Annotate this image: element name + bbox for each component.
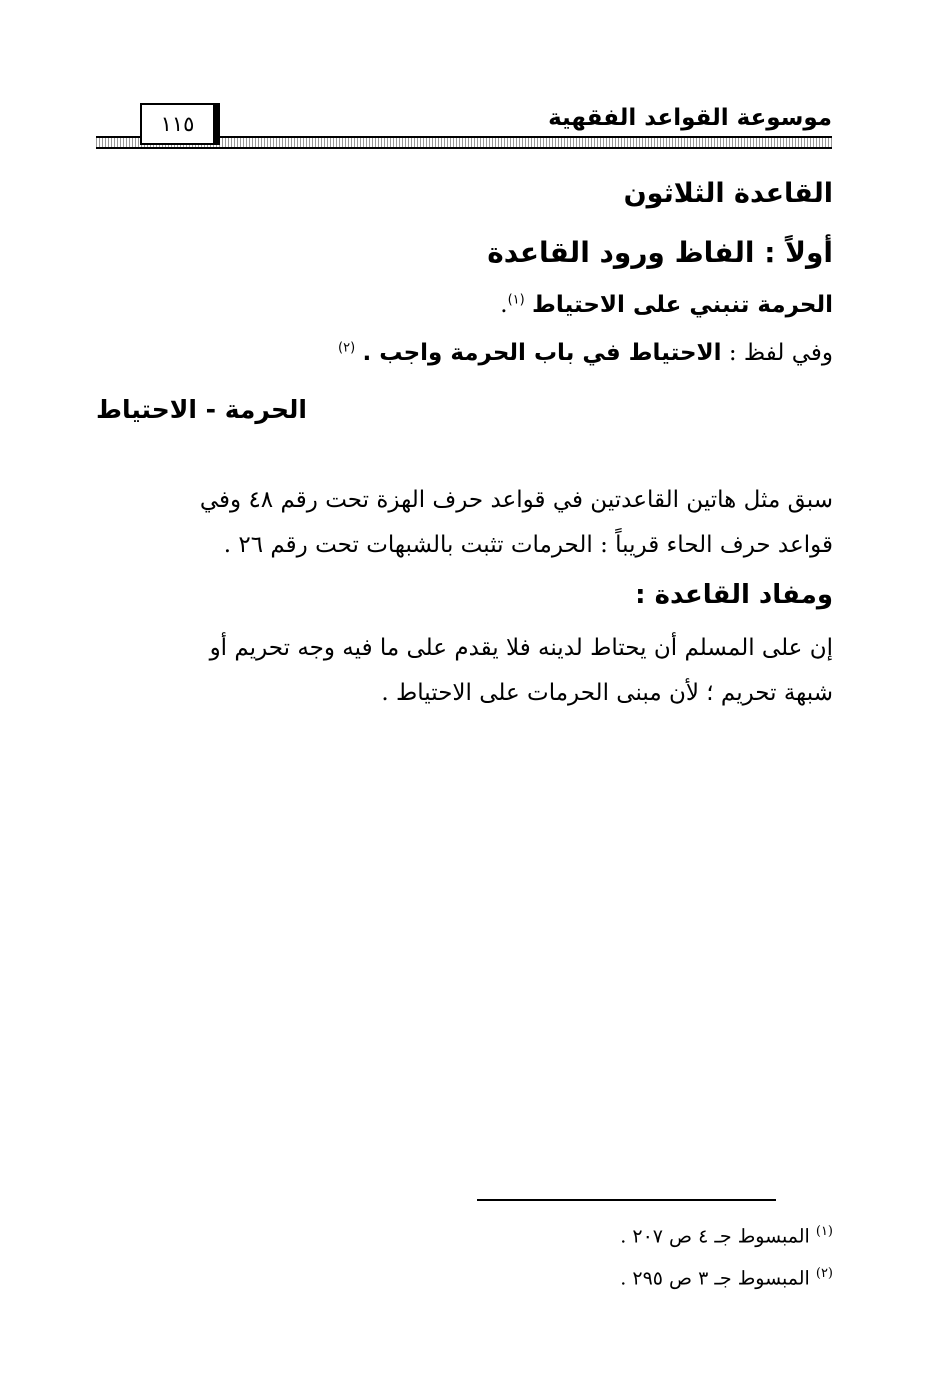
explanation-paragraph: [96, 478, 833, 568]
meaning-line-1: إن على المسلم أن يحتاط لدينه فلا يقدم على ما فيه وجه تحريم أو: [209, 635, 833, 661]
rule-title: القاعدة الثلاثون: [623, 178, 833, 209]
footnote-1-marker: (١): [815, 1224, 833, 1239]
running-title: موسوعة القواعد الفقهية: [548, 105, 832, 131]
explanation-line-2: قواعد حرف الحاء قريباً : الحرمات تثبت بالشبهات تحت رقم ٢٦ .: [223, 532, 833, 558]
footnote-2-text: المبسوط جـ ٣ ص ٢٩٥ .: [620, 1267, 810, 1290]
footnote-2-marker: (٢): [815, 1266, 833, 1281]
page-number: ١١٥: [140, 103, 220, 145]
meaning-line-2: شبهة تحريم ؛ لأن مبنى الحرمات على الاحتياط .: [381, 680, 833, 706]
explanation-line-1: سبق مثل هاتين القاعدتين في قواعد حرف الهزة تحت رقم ٤٨ وفي: [199, 487, 833, 513]
page-header: [96, 100, 832, 150]
footnote-ref-1: (١): [507, 292, 525, 308]
rule-keywords: [96, 395, 307, 424]
section-heading: أولاً : الفاظ ورود القاعدة: [487, 236, 833, 269]
footnote-1: [620, 1224, 833, 1247]
footnote-2: [620, 1266, 833, 1289]
variant-text: الاحتياط في باب الحرمة واجب .: [362, 340, 722, 366]
footnote-1-text: المبسوط جـ ٤ ص ٢٠٧ .: [620, 1225, 810, 1248]
rule-variant: [96, 340, 833, 366]
meaning-paragraph: [96, 626, 833, 716]
footnote-ref-2: (٢): [338, 340, 356, 356]
statement-end: .: [500, 292, 508, 318]
rule-statement: [96, 292, 833, 318]
meaning-heading: ومفاد القاعدة :: [635, 580, 833, 610]
keywords-text: الحرمة - الاحتياط: [96, 395, 307, 424]
footnote-separator: [477, 1199, 776, 1201]
rule-statement-text: الحرمة تنبني على الاحتياط: [532, 292, 833, 318]
variant-intro: وفي لفظ :: [728, 340, 833, 366]
